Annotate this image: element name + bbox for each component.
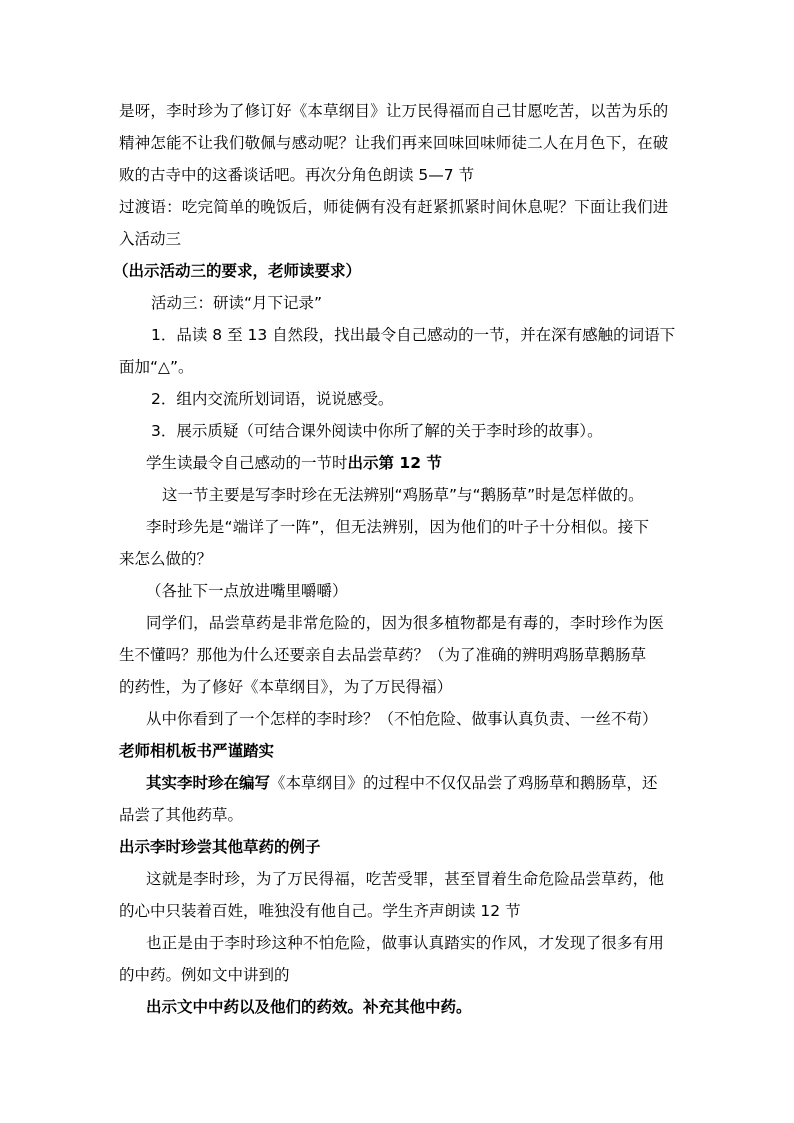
task-3: 3．展示质疑（可结合课外阅读中你所了解的关于李时珍的故事）。 [151,422,603,440]
compilation-text: 《本草纲目》的过程中不仅仅品尝了鸡肠草和鹅肠草，还 [270,774,658,792]
student-reading-line [146,452,442,474]
discussion-line-3: 的药性，为了修好《本草纲目》，为了万民得福） [119,678,453,696]
transition-line-1: 过渡语：吃完简单的晚饭后，师徒俩有没有赶紧抓紧时间休息呢？下面让我们进 [119,198,669,216]
question-line-2: 来怎么做的？ [119,550,213,568]
paragraph-line-1: 是呀，李时珍为了修订好《本草纲目》让万民得福而自己甘愿吃苦，以苦为乐的 [119,102,669,120]
task-1-line-1: 1．品读 8 至 13 自然段，找出最令自己感动的一节，并在深有感触的词语下 [151,326,676,344]
compilation-line-2: 品尝了其他药草。 [119,806,244,824]
character-question: 从中你看到了一个怎样的李时珍？（不怕危险、做事认真负责、一丝不苟） [146,710,658,728]
show-section-12: 出示第 12 节 [347,454,442,472]
discussion-line-2: 生不懂吗？那他为什么还要亲自去品尝草药？（为了准确的辨明鸡肠草鹅肠草 [119,646,647,664]
paragraph-line-2: 精神怎能不让我们敬佩与感动呢？让我们再来回味回味师徒二人在月色下，在破 [119,134,669,152]
paragraph-line-3: 败的古寺中的这番谈话吧。再次分角色朗读 5—7 节 [119,166,475,184]
task-2: 2．组内交流所划词语，说说感受。 [151,390,394,408]
compilation-bold-text: 其实李时珍在编写 [146,774,271,792]
transition-line-2: 入活动三 [119,230,182,248]
summary-line-1: 这就是李时珍，为了万民得福，吃苦受罪，甚至冒着生命危险品尝草药，他 [146,870,665,888]
herb-examples-heading: 出示李时珍尝其他草药的例子 [119,838,321,856]
discovery-line-2: 的中药。例如文中讲到的 [119,966,290,984]
student-reading-text: 学生读最令自己感动的一节时 [146,454,348,472]
activity-three-title: 活动三：研读“月下记录” [151,294,323,312]
blackboard-note: 老师相机板书严谨踏实 [119,742,275,760]
summary-line-2: 的心中只装着百姓，唯独没有他自己。学生齐声朗读 12 节 [119,902,521,920]
section-summary: 这一节主要是写李时珍在无法辨别“鸡肠草”与“鹅肠草”时是怎样做的。 [162,486,644,504]
compilation-line-1 [146,772,658,794]
answer-line: （各扯下一点放进嘴里嚼嚼） [146,582,348,600]
question-line-1: 李时珍先是“端详了一阵”，但无法辨别，因为他们的叶子十分相似。接下 [146,518,650,536]
discussion-line-1: 同学们，品尝草药是非常危险的，因为很多植物都是有毒的，李时珍作为医 [146,614,665,632]
medicine-effects-heading: 出示文中中药以及他们的药效。补充其他中药。 [146,998,472,1016]
task-1-line-2: 面加“△”。 [119,358,194,376]
discovery-line-1: 也正是由于李时珍这种不怕危险，做事认真踏实的作风，才发现了很多有用 [146,934,665,952]
activity-instruction-heading: （出示活动三的要求，老师读要求） [113,262,362,280]
